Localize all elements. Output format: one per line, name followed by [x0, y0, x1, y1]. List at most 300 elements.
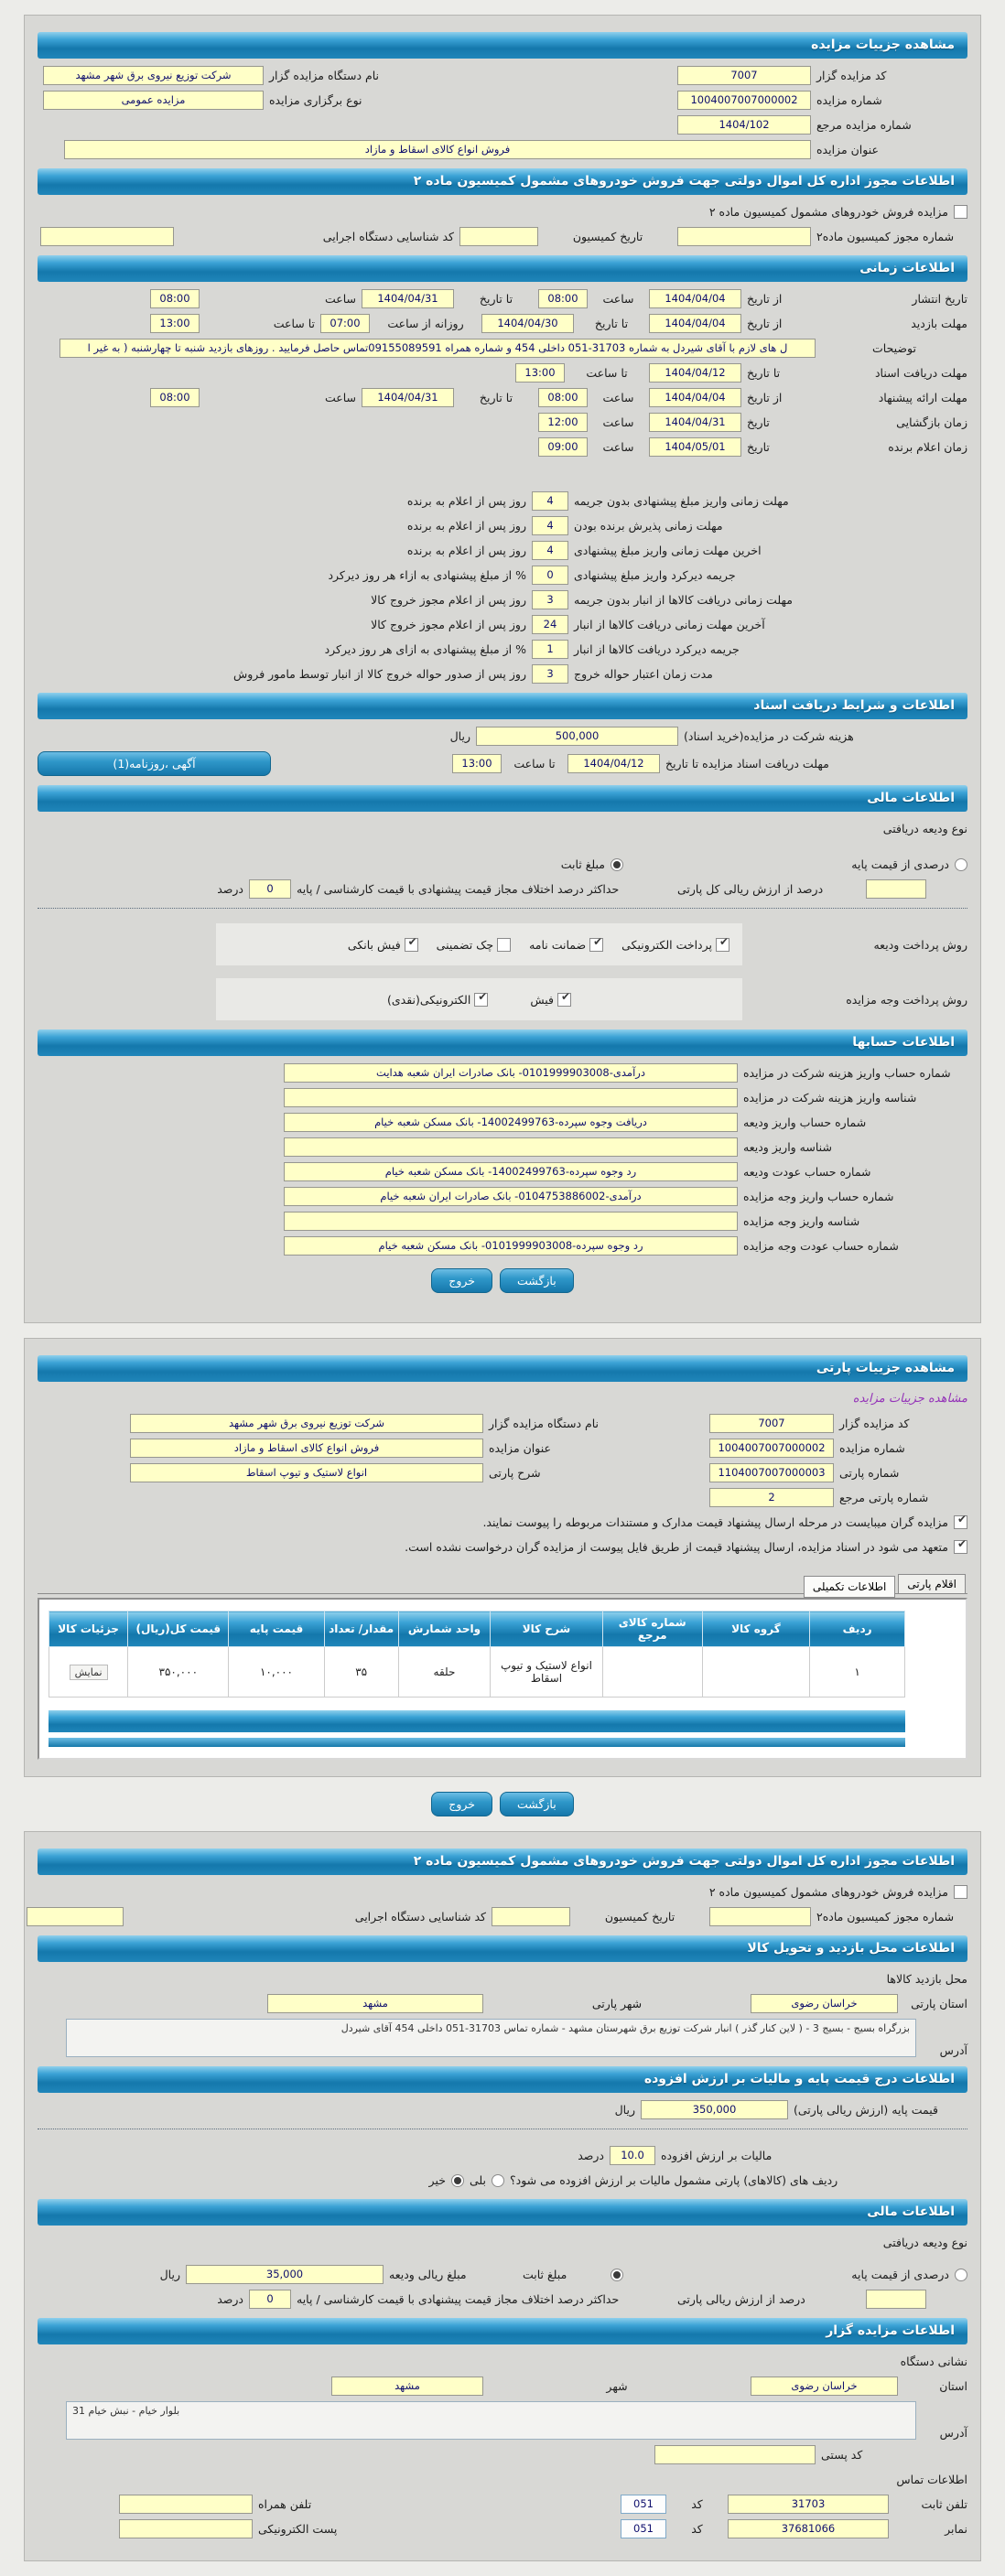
- license-fields-row2: [38, 1907, 967, 1926]
- mobile-label: تلفن همراه: [258, 2497, 312, 2511]
- party-details-header: مشاهده جزییات پارتی: [38, 1355, 967, 1382]
- account-label: شماره حساب عودت ودیعه: [743, 1165, 871, 1179]
- hour-label: ساعت: [602, 292, 634, 306]
- license-section-header2: اطلاعات مجوز اداره کل اموال دولتی جهت فروش خودروهای مشمول کمیسیون ماده ۲: [38, 1848, 967, 1875]
- email-field[interactable]: [119, 2519, 253, 2538]
- license-checkbox-row2: [38, 1882, 967, 1902]
- col-unit: واحد شمارش: [398, 1611, 490, 1647]
- deadline-label: جریمه دیرکرد واریز مبلغ پیشنهادی: [574, 568, 736, 582]
- items-table-wrap: [38, 1598, 967, 1760]
- account-field[interactable]: رد وجوه سپرده-0101999903008- بانک مسکن شعبه خیام: [284, 1236, 738, 1256]
- winner-date-field[interactable]: 1404/05/01: [649, 437, 741, 457]
- deadline-suffix: روز پس از اعلام مجوز خروج کالا: [371, 618, 526, 631]
- account-row: [38, 1187, 967, 1206]
- to-date-label: تا تاریخ: [479, 292, 513, 306]
- offer-from-field[interactable]: 1404/04/04: [649, 388, 741, 407]
- electronic-cash-checkbox[interactable]: [474, 993, 488, 1007]
- account-label: شناسه واریز ودیعه: [743, 1140, 832, 1154]
- party-province-label: استان پارتی: [911, 1997, 967, 2010]
- deadline-label: آخرین مهلت زمانی دریافت کالاها از انبار: [574, 618, 765, 631]
- account-row: [38, 1137, 967, 1157]
- slip-checkbox[interactable]: [557, 993, 571, 1007]
- vat-field[interactable]: 10.0: [610, 2146, 655, 2165]
- org-address-field[interactable]: بلوار خیام - نبش خیام 31: [66, 2401, 916, 2440]
- email-label: پست الکترونیکی: [258, 2522, 338, 2536]
- vat-question-row: [38, 2171, 967, 2190]
- license-number-label: شماره مجوز کمیسیون ماده۲: [816, 1910, 955, 1924]
- auction-subject-field[interactable]: فروش انواع کالای اسقاط و مازاد: [130, 1439, 483, 1458]
- docs-deadline2-hour-field[interactable]: 13:00: [452, 754, 502, 773]
- maxdiff-field[interactable]: 0: [249, 879, 291, 899]
- guarantee-label: ضمانت نامه: [529, 937, 587, 952]
- percent-maxdiff-row2: [38, 2290, 967, 2309]
- auction-subject-field[interactable]: فروش انواع کالای اسقاط و مازاد: [64, 140, 811, 159]
- deposit-pay-method-label: روش پرداخت ودیعه: [873, 937, 967, 952]
- visit-to-field[interactable]: 1404/04/30: [481, 314, 574, 333]
- party-number-row: [38, 1463, 967, 1482]
- org-city-label: شهر: [606, 2379, 628, 2393]
- deposit-type-options-row: [38, 855, 967, 874]
- financial-section-header: اطلاعات مالی: [38, 785, 967, 812]
- col-ref-item-number: شماره کالای مرجع: [602, 1611, 702, 1647]
- docs-deadline2-label: مهلت دریافت اسناد مزایده تا تاریخ: [665, 757, 829, 771]
- party-number-field[interactable]: 1104007007000003: [709, 1463, 834, 1482]
- phone-row: [38, 2495, 967, 2514]
- license-checkbox-row: [38, 202, 967, 221]
- auction-ref-label: شماره مزایده مرجع: [816, 118, 912, 132]
- exec-id-field[interactable]: [40, 227, 174, 246]
- col-base-price: قیمت پایه: [229, 1611, 324, 1647]
- cell-total-price: ۳۵۰,۰۰۰: [128, 1647, 229, 1698]
- deadline-value-field[interactable]: 3: [532, 590, 568, 609]
- visit-to-hour-field[interactable]: 13:00: [150, 314, 200, 333]
- party-ref-field[interactable]: 2: [709, 1488, 834, 1507]
- commission-date-field[interactable]: [492, 1907, 570, 1926]
- offer-label: مهلت ارائه پیشنهاد: [878, 391, 967, 404]
- contact-title: اطلاعات تماس: [896, 2473, 967, 2486]
- license-number-field[interactable]: [677, 227, 811, 246]
- guarantee-checkbox[interactable]: [589, 938, 603, 952]
- auction-code-row: [38, 66, 967, 85]
- offer-from-hour-field[interactable]: 08:00: [538, 388, 588, 407]
- vat-yes-label: بلی: [469, 2173, 486, 2187]
- opening-time-row: [38, 413, 967, 432]
- party-province-row: [38, 1994, 967, 2013]
- party-desc-field[interactable]: انواع لاستیک و تیوپ اسقاط: [130, 1463, 483, 1482]
- to-hour-label: تا ساعت: [586, 366, 628, 380]
- auction-number-label: شماره مزایده: [816, 93, 882, 107]
- no-price-file-label: متعهد می شود در اسناد مزایده، ارسال پیشنهاد قیمت از طریق فایل پیوست از مزایده گران درخواست نشده است.: [405, 1540, 948, 1554]
- deadline-value-field[interactable]: 4: [532, 516, 568, 535]
- phone-label: تلفن ثابت: [921, 2497, 967, 2511]
- rial-label: ریال: [614, 2103, 635, 2117]
- show-item-details-link[interactable]: نمایش: [70, 1665, 108, 1680]
- visit-from-hour-field[interactable]: 07:00: [320, 314, 370, 333]
- visit-location-header: اطلاعات محل بازدید و تحویل کالا: [38, 1935, 967, 1962]
- financial-section-header2: اطلاعات مالی: [38, 2199, 967, 2226]
- auctioneer-code-field[interactable]: 7007: [709, 1414, 834, 1433]
- col-total-price: قیمت کل(ریال): [128, 1611, 229, 1647]
- account-row: [38, 1113, 967, 1132]
- newspaper-ad-button[interactable]: آگهی ،روزنامه(1): [38, 751, 271, 776]
- deadline-value-field[interactable]: 3: [532, 664, 568, 684]
- percent-party-label: درصد از ارزش ریالی پارتی: [677, 2292, 805, 2306]
- docs-deadline2-date-field[interactable]: 1404/04/12: [567, 754, 660, 773]
- account-field[interactable]: [284, 1137, 738, 1157]
- deadline-suffix: % از مبلغ پیشنهادی به ازای هر روز دیرکرد: [324, 642, 526, 656]
- party-number-label: شماره پارتی: [839, 1466, 900, 1480]
- back-button[interactable]: بازگشت: [500, 1792, 574, 1816]
- auction-number-row: [38, 91, 967, 110]
- visit-address-label: آدرس: [939, 2043, 967, 2057]
- visit-address-field[interactable]: بزرگراه بسیج - بسیج 3 - ( لاین کنار گذر ) انبار شرکت توزیع برق شهرستان مشهد - شماره تماس 31703-051 داخلی 454 آقای شیردل: [66, 2019, 916, 2057]
- bank-slip-checkbox[interactable]: [405, 938, 418, 952]
- visit-date-row: [38, 314, 967, 333]
- license-number-field[interactable]: [709, 1907, 811, 1926]
- rial-label: ریال: [159, 2268, 180, 2281]
- publish-to-field[interactable]: 1404/04/31: [362, 289, 454, 308]
- auction-number-label: شماره مزایده: [839, 1441, 905, 1455]
- account-field[interactable]: درآمدی-0104753886002- بانک صادرات ایران شعبه خیام: [284, 1187, 738, 1206]
- license-fields-row: [38, 227, 967, 246]
- vat-percent-row: [38, 2146, 967, 2165]
- code-label: کد: [691, 2497, 703, 2511]
- license-number-label: شماره مجوز کمیسیون ماده۲: [816, 230, 955, 243]
- deadline-value-field[interactable]: 4: [532, 541, 568, 560]
- percent-total-label: درصد از ارزش ریالی کل پارتی: [677, 882, 824, 896]
- tab-additional-info[interactable]: اطلاعات تکمیلی: [804, 1576, 895, 1598]
- percent-total-field[interactable]: [866, 879, 926, 899]
- deadline-row: [38, 566, 967, 585]
- party-ref-label: شماره پارتی مرجع: [839, 1491, 929, 1504]
- deadline-suffix: روز پس از اعلام مجوز خروج کالا: [371, 593, 526, 607]
- deadline-row: [38, 664, 967, 684]
- docs-deadline-label: مهلت دریافت اسناد: [874, 366, 967, 380]
- account-row: [38, 1063, 967, 1083]
- offer-to-field[interactable]: 1404/04/31: [362, 388, 454, 407]
- org-address-title-row: [38, 2352, 967, 2371]
- auction-details-header: مشاهده جزییات مزایده: [38, 32, 967, 59]
- publish-to-hour-field[interactable]: 08:00: [150, 289, 200, 308]
- org-name-field[interactable]: شرکت توزیع نیروی برق شهر مشهد: [43, 66, 264, 85]
- auction-ref-field[interactable]: 1404/102: [677, 115, 811, 135]
- cell-item-details: [49, 1647, 128, 1698]
- docs-section-header: اطلاعات و شرایط دریافت اسناد: [38, 693, 967, 719]
- cell-item-desc: انواع لاستیک و تیوپ اسقاط: [491, 1647, 603, 1698]
- percent-party-field[interactable]: [866, 2290, 926, 2309]
- electronic-pay-label: پرداخت الکترونیکی: [621, 937, 712, 952]
- publish-date-row: [38, 289, 967, 308]
- to-hour-label: تا ساعت: [513, 757, 556, 771]
- license-section-header: اطلاعات مجوز اداره کل اموال دولتی جهت فروش خودروهای مشمول کمیسیون ماده ۲: [38, 168, 967, 195]
- auction-details-link-row: [38, 1389, 967, 1408]
- items-table: [49, 1611, 905, 1698]
- party-auction-number-row: [38, 1439, 967, 1458]
- auction-pay-method-label: روش پرداخت وجه مزایده: [846, 992, 967, 1007]
- org-address-row: [38, 2401, 967, 2440]
- article2-checkbox[interactable]: [954, 205, 967, 219]
- method-item: [621, 938, 729, 952]
- tab-party-items[interactable]: اقلام پارتی: [898, 1574, 966, 1593]
- auction-pay-methods-panel: [216, 978, 742, 1020]
- deadline-label: مهلت زمانی دریافت کالاها از انبار بدون جریمه: [574, 593, 793, 607]
- auction-type-field[interactable]: مزایده عمومی: [43, 91, 264, 110]
- exec-id-label: کد شناسایی دستگاه اجرایی: [354, 1910, 486, 1924]
- date-label: تاریخ: [747, 440, 770, 454]
- percent-of-base-radio[interactable]: [955, 2269, 967, 2281]
- deposit-type-label: نوع ودیعه دریافتی: [882, 822, 967, 835]
- vat-no-label: خیر: [428, 2173, 446, 2187]
- deadline-value-field[interactable]: 0: [532, 566, 568, 585]
- items-table-header-row: [49, 1611, 905, 1647]
- party-province-field[interactable]: خراسان رضوی: [751, 1994, 898, 2013]
- deadline-row: [38, 640, 967, 659]
- fixed-amount-radio[interactable]: [611, 858, 623, 871]
- table-footer-bar-thin: [49, 1738, 905, 1747]
- secured-cheque-checkbox[interactable]: [497, 938, 511, 952]
- from-date-label: از تاریخ: [747, 391, 783, 404]
- percent-of-base-radio[interactable]: [955, 858, 967, 871]
- party-note2-row: [38, 1537, 967, 1557]
- no-price-file-checkbox[interactable]: [954, 1540, 967, 1554]
- deadline-label: جریمه دیرکرد دریافت کالاها از انبار: [574, 642, 740, 656]
- visit-from-field[interactable]: 1404/04/04: [649, 314, 741, 333]
- org-name-label: نام دستگاه مزایده گزار: [269, 69, 380, 82]
- auction-ref-row: [38, 115, 967, 135]
- account-field[interactable]: دریافت وجوه سپرده-14002499763- بانک مسکن شعبه خیام: [284, 1113, 738, 1132]
- account-row: [38, 1088, 967, 1107]
- maxdiff-label: حداکثر درصد اختلاف مجاز قیمت پیشنهادی با قیمت کارشناسی / پایه: [297, 882, 620, 896]
- deadline-suffix: روز پس از اعلام به برنده: [406, 494, 526, 508]
- account-field[interactable]: رد وجوه سپرده-14002499763- بانک مسکن شعبه خیام: [284, 1162, 738, 1181]
- maxdiff-field[interactable]: 0: [249, 2290, 291, 2309]
- deadline-label: مهلت زمانی واریز مبلغ پیشنهادی بدون جریمه: [574, 494, 789, 508]
- base-price-field[interactable]: 350,000: [641, 2100, 788, 2119]
- hour-label: ساعت: [602, 415, 634, 429]
- cell-ref-item-number: [602, 1647, 702, 1698]
- auction-subject-row: [38, 140, 967, 159]
- percent-label: درصد: [217, 882, 243, 896]
- party-city-field[interactable]: مشهد: [267, 1994, 483, 2013]
- base-price-row: [38, 2100, 967, 2119]
- col-qty: مقدار/ تعداد: [324, 1611, 398, 1647]
- deadline-row: [38, 590, 967, 609]
- org-name-label: نام دستگاه مزایده گزار: [489, 1417, 600, 1430]
- auction-details-link[interactable]: مشاهده جزییات مزایده: [852, 1392, 967, 1406]
- party-code-row: [38, 1414, 967, 1433]
- vat-label: مالیات بر ارزش افزوده: [661, 2149, 773, 2162]
- account-field[interactable]: [284, 1212, 738, 1231]
- deposit-type-row2: [38, 2233, 967, 2252]
- auction-subject-label: عنوان مزایده: [816, 143, 879, 156]
- accounts-section-header: اطلاعات حسابها: [38, 1029, 967, 1056]
- method-item: [387, 993, 488, 1007]
- to-hour-label: تا ساعت: [273, 317, 315, 330]
- code-label: کد: [691, 2522, 703, 2536]
- table-footer-bar: [49, 1710, 905, 1732]
- auctioneer-info-header: اطلاعات مزایده گزار: [38, 2318, 967, 2344]
- article2-checkbox[interactable]: [954, 1885, 967, 1899]
- docs-deadline-row: [38, 363, 967, 383]
- org-address-title: نشانی دستگاه: [900, 2355, 967, 2368]
- exec-id-field[interactable]: [27, 1907, 124, 1926]
- offer-period-row: [38, 388, 967, 407]
- secured-cheque-label: چک تضمینی: [436, 937, 494, 952]
- electronic-pay-checkbox[interactable]: [716, 938, 729, 952]
- percent-label: درصد: [578, 2149, 604, 2162]
- account-field[interactable]: [284, 1088, 738, 1107]
- contact-title-row: [38, 2470, 967, 2489]
- deadline-row: [38, 491, 967, 511]
- deadline-suffix: روز پس از اعلام به برنده: [406, 519, 526, 533]
- col-item-group: گروه کالا: [702, 1611, 809, 1647]
- phone-field[interactable]: 31703: [728, 2495, 889, 2514]
- items-table-row: [49, 1647, 905, 1698]
- fax-code-field[interactable]: 051: [621, 2519, 666, 2538]
- electronic-cash-label: الکترونیکی(نقدی): [386, 992, 471, 1007]
- docs-deadline-date-field[interactable]: 1404/04/12: [649, 363, 741, 383]
- account-label: شماره حساب عودت وجه مزایده: [743, 1239, 899, 1253]
- auction-pay-method-row: [38, 978, 967, 1020]
- commission-date-label: تاریخ کمیسیون: [572, 230, 643, 243]
- org-name-field[interactable]: شرکت توزیع نیروی برق شهر مشهد: [130, 1414, 483, 1433]
- account-label: شماره حساب واریز هزینه شرکت در مزایده: [743, 1066, 951, 1080]
- method-item: [529, 938, 603, 952]
- date-label: تاریخ: [747, 415, 770, 429]
- percent-of-base-label: درصدی از قیمت پایه: [851, 857, 949, 871]
- article2-checkbox-label: مزایده فروش خودروهای مشمول کمیسیون ماده ۲: [708, 205, 948, 219]
- exit-button[interactable]: خروج: [431, 1792, 492, 1816]
- publish-label: تاریخ انتشار: [912, 292, 967, 306]
- deadline-value-field[interactable]: 4: [532, 491, 568, 511]
- account-label: شناسه واریز هزینه شرکت در مزایده: [743, 1091, 917, 1105]
- docs-fee-row: [38, 727, 967, 746]
- org-province-field[interactable]: خراسان رضوی: [751, 2377, 898, 2396]
- deadline-row: [38, 516, 967, 535]
- notes-row: [38, 339, 967, 358]
- deposit-pay-method-row: [38, 923, 967, 965]
- daily-from-hour-label: روزانه از ساعت: [387, 317, 464, 330]
- deadline-label: مدت زمان اعتبار حواله خروج: [574, 667, 713, 681]
- percent-label: درصد: [217, 2292, 243, 2306]
- fax-field[interactable]: 37681066: [728, 2519, 889, 2538]
- percent-of-base-label: درصدی از قیمت پایه: [851, 2268, 949, 2281]
- auction-number-field[interactable]: 1004007007000002: [677, 91, 811, 110]
- slip-label: فیش: [530, 992, 555, 1007]
- visit-label: مهلت بازدید: [911, 317, 967, 330]
- postal-code-label: کد پستی: [821, 2448, 863, 2462]
- party-details-panel: [24, 1338, 981, 1777]
- org-city-field[interactable]: مشهد: [331, 2377, 483, 2396]
- vat-yes-radio[interactable]: [492, 2174, 504, 2187]
- party-note1-row: [38, 1513, 967, 1532]
- deposit-amount-field[interactable]: 35,000: [186, 2265, 384, 2284]
- deadline-row: [38, 541, 967, 560]
- auctioneer-code-label: کد مزایده گزار: [816, 69, 887, 82]
- postal-code-field[interactable]: [654, 2445, 816, 2464]
- docs-fee-field[interactable]: 500,000: [476, 727, 678, 746]
- account-field[interactable]: درآمدی-0101999903008- بانک صادرات ایران شعبه هدایت: [284, 1063, 738, 1083]
- account-row: [38, 1236, 967, 1256]
- hour-label: ساعت: [602, 440, 634, 454]
- hour-label: ساعت: [602, 391, 634, 404]
- party-info-panel: [24, 1831, 981, 2561]
- fixed-amount-radio[interactable]: [611, 2269, 623, 2281]
- fax-row: [38, 2519, 967, 2538]
- opening-date-field[interactable]: 1404/04/31: [649, 413, 741, 432]
- winner-hour-field[interactable]: 09:00: [538, 437, 588, 457]
- attach-docs-checkbox[interactable]: [954, 1515, 967, 1529]
- hour-label: ساعت: [324, 292, 356, 306]
- visit-address-row: [38, 2019, 967, 2057]
- panel2-buttons: [0, 1792, 1005, 1816]
- from-date-label: از تاریخ: [747, 292, 783, 306]
- attach-docs-label: مزایده گران میبایست در مرحله ارسال پیشنهاد قیمت مدارک و مستندات مربوطه را پیوست نمایند.: [482, 1515, 948, 1529]
- docs-deadline-hour-field[interactable]: 13:00: [515, 363, 565, 383]
- exec-id-label: کد شناسایی دستگاه اجرایی: [322, 230, 454, 243]
- publish-from-hour-field[interactable]: 08:00: [538, 289, 588, 308]
- panel1-buttons: [38, 1268, 967, 1293]
- maxdiff-label: حداکثر درصد اختلاف مجاز قیمت پیشنهادی با قیمت کارشناسی / پایه: [297, 2292, 620, 2306]
- hour-label: ساعت: [324, 391, 356, 404]
- phone-code-field[interactable]: 051: [621, 2495, 666, 2514]
- account-label: شناسه واریز وجه مزایده: [743, 1214, 860, 1228]
- deadline-suffix: روز پس از صدور حواله خروج کالا از انبار توسط مامور فروش: [233, 667, 526, 681]
- docs-fee-label: هزینه شرکت در مزایده(خرید اسناد): [684, 729, 854, 743]
- col-item-desc: شرح کالا: [491, 1611, 603, 1647]
- notes-field[interactable]: ل های لازم با آقای شیردل به شماره 31703-051 داخلی 454 و شماره همراه 09155089591تماس حاصل فرمایید . روزهای بازدید شنبه تا چهارشنبه ( به غیر ا: [59, 339, 816, 358]
- deadline-suffix: روز پس از اعلام به برنده: [406, 544, 526, 557]
- auction-subject-label: عنوان مزایده: [489, 1441, 551, 1455]
- timing-section-header: اطلاعات زمانی: [38, 255, 967, 282]
- col-row-number: ردیف: [810, 1611, 905, 1647]
- to-date-label: تا تاریخ: [594, 317, 629, 330]
- visit-place-label: محل بازدید کالاها: [886, 1972, 967, 1986]
- auction-details-panel: [24, 15, 981, 1323]
- cell-item-group: [702, 1647, 809, 1698]
- auction-type-label: نوع برگزاری مزایده: [269, 93, 362, 107]
- party-tabs: [38, 1571, 967, 1594]
- publish-from-field[interactable]: 1404/04/04: [649, 289, 741, 308]
- deadline-value-field[interactable]: 1: [532, 640, 568, 659]
- deadline-value-field[interactable]: 24: [532, 615, 568, 634]
- commission-date-field[interactable]: [459, 227, 538, 246]
- opening-hour-field[interactable]: 12:00: [538, 413, 588, 432]
- visit-place-row: [38, 1969, 967, 1989]
- deadline-row: [38, 615, 967, 634]
- deposit-type-options-row2: [38, 2265, 967, 2284]
- from-date-label: از تاریخ: [747, 317, 783, 330]
- back-button[interactable]: بازگشت: [500, 1268, 574, 1293]
- bank-slip-label: فیش بانکی: [347, 937, 401, 952]
- cell-base-price: ۱۰,۰۰۰: [229, 1647, 324, 1698]
- offer-to-hour-field[interactable]: 08:00: [150, 388, 200, 407]
- deposit-amount-label: مبلغ ریالی ودیعه: [389, 2268, 467, 2281]
- vat-no-radio[interactable]: [451, 2174, 464, 2187]
- auction-number-field[interactable]: 1004007007000002: [709, 1439, 834, 1458]
- to-date-label: تا تاریخ: [479, 391, 513, 404]
- article2-checkbox-label: مزایده فروش خودروهای مشمول کمیسیون ماده ۲: [708, 1885, 948, 1899]
- price-vat-header: اطلاعات درج قیمت پایه و مالیات بر ارزش افزوده: [38, 2066, 967, 2093]
- party-city-label: شهر پارتی: [591, 1997, 643, 2010]
- cell-row-number: ۱: [810, 1647, 905, 1698]
- postal-code-row: [38, 2445, 967, 2464]
- mobile-field[interactable]: [119, 2495, 253, 2514]
- vat-question-label: ردیف های (کالاهای) پارتی مشمول مالیات بر ارزش افزوده می شود؟: [510, 2173, 838, 2187]
- auctioneer-code-field[interactable]: 7007: [677, 66, 811, 85]
- exit-button[interactable]: خروج: [431, 1268, 492, 1293]
- method-item: [530, 993, 571, 1007]
